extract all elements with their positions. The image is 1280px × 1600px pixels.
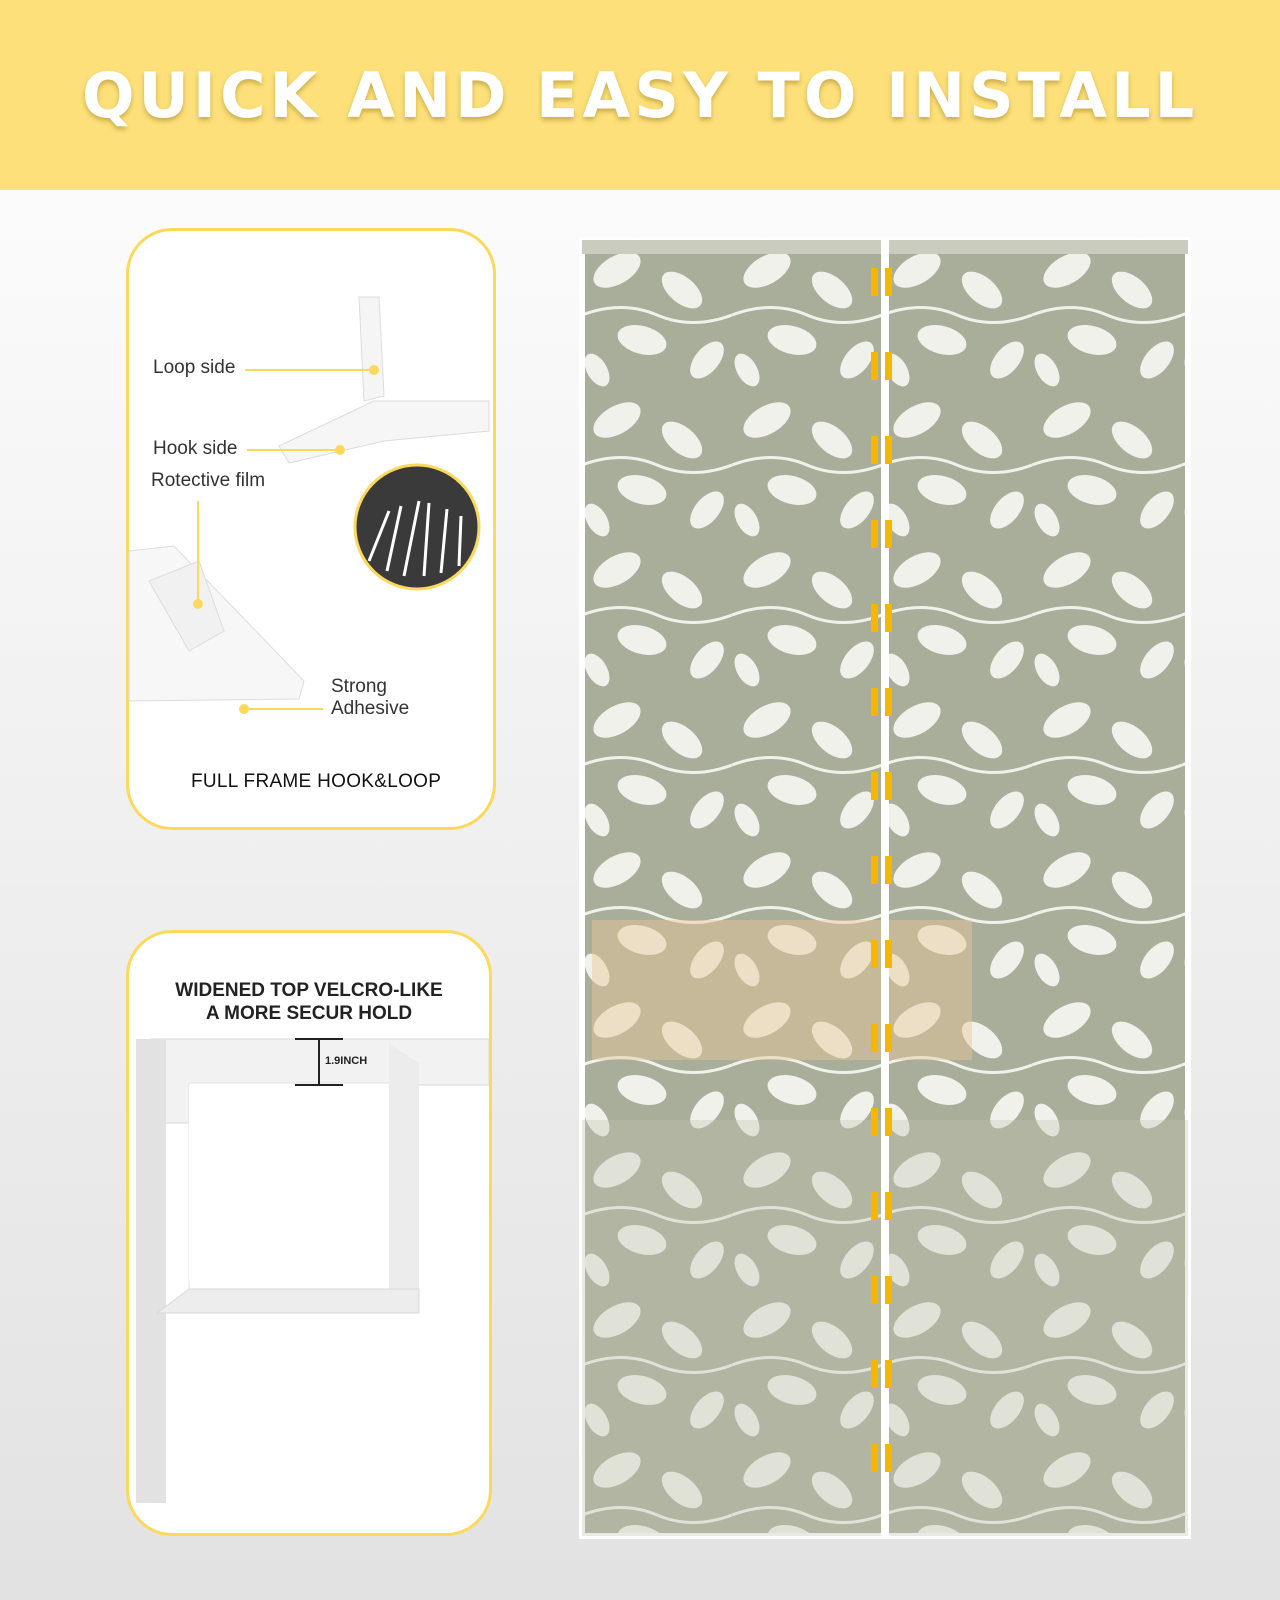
magnet: [871, 688, 878, 716]
magnet: [871, 604, 878, 632]
adhesive-label: Adhesive: [331, 698, 410, 719]
strong-label: Strong: [331, 676, 387, 697]
banner-title: QUICK AND EASY TO INSTALL: [81, 58, 1199, 132]
loop-side-label: Loop side: [153, 357, 236, 378]
magnet: [871, 436, 878, 464]
protective-film-label: Rotective film: [151, 470, 266, 491]
magnet: [871, 772, 878, 800]
loop-side-pointer: [245, 369, 375, 371]
secure-hold-title: A MORE SECUR HOLD: [205, 1003, 413, 1024]
header-banner: [0, 0, 1280, 190]
widened-top-title: WIDENED TOP VELCRO-LIKE: [175, 980, 443, 1001]
hook-loop-card: [126, 228, 496, 830]
magnet: [885, 940, 892, 968]
hook-loop-footer: FULL FRAME HOOK&LOOP: [191, 771, 442, 792]
magnet: [885, 772, 892, 800]
magnet: [885, 520, 892, 548]
leaf-pattern-screen: [582, 240, 1188, 1536]
magnet: [871, 1444, 878, 1472]
magnet: [885, 1108, 892, 1136]
magnet: [871, 1360, 878, 1388]
magnet: [885, 856, 892, 884]
magnet: [871, 856, 878, 884]
magnet: [871, 1276, 878, 1304]
magnet: [871, 1192, 878, 1220]
magnet: [885, 1360, 892, 1388]
hook-side-pointer: [247, 449, 339, 451]
magnet: [885, 352, 892, 380]
velcro-frame-illustration: [129, 933, 495, 1539]
magnet: [871, 520, 878, 548]
magnet: [885, 688, 892, 716]
magnet: [871, 940, 878, 968]
adhesive-pointer: [245, 708, 323, 710]
protective-film-pointer: [197, 501, 199, 603]
magnet: [871, 268, 878, 296]
magnet: [871, 352, 878, 380]
magnet: [885, 604, 892, 632]
hook-side-label: Hook side: [153, 438, 238, 459]
magnet: [871, 1108, 878, 1136]
magnetic-screen-door: [582, 240, 1188, 1536]
magnet: [885, 268, 892, 296]
magnet: [885, 1444, 892, 1472]
magnet: [871, 1024, 878, 1052]
width-dimension-label: 1.9INCH: [325, 1055, 368, 1067]
widened-top-card: [126, 930, 492, 1536]
magnet: [885, 1276, 892, 1304]
velcro-strips-illustration: [129, 231, 499, 833]
magnet: [885, 1192, 892, 1220]
magnet: [885, 436, 892, 464]
magnet: [885, 1024, 892, 1052]
